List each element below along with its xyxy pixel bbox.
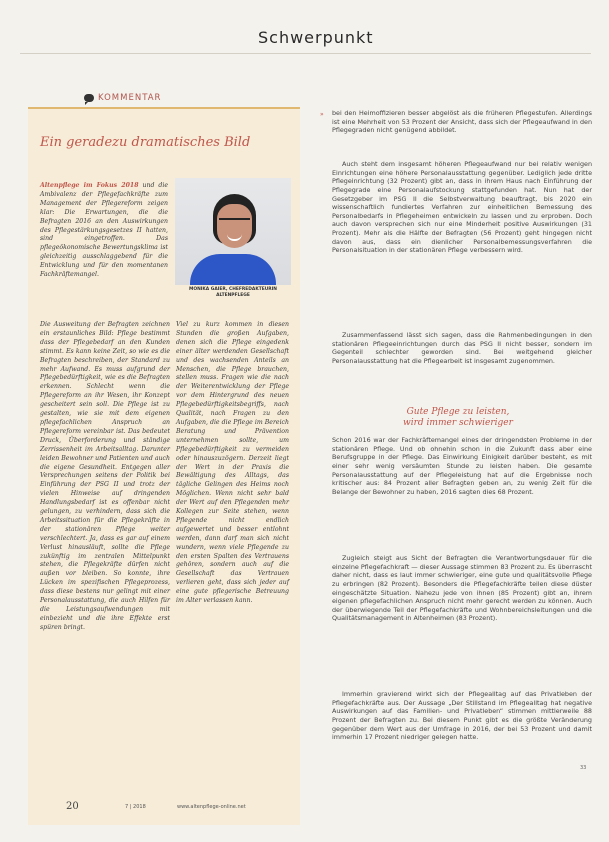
subhead-line-2: wird immer schwieriger bbox=[403, 418, 513, 428]
comment-title: Ein geradezu dramatisches Bild bbox=[40, 135, 251, 150]
photo-caption: MONIKA GAIER, CHEFREDAKTEURIN ALTENPFLEGE bbox=[188, 287, 277, 298]
issue-number: 7 | 2018 bbox=[125, 804, 146, 810]
kommentar-text: KOMMENTAR bbox=[98, 93, 162, 103]
article-subhead bbox=[326, 407, 590, 429]
speech-bubble-icon bbox=[84, 94, 94, 102]
comment-text-b: für den momentanen Fachkräftemangel. bbox=[40, 262, 168, 279]
kommentar-label bbox=[84, 93, 161, 103]
section-divider bbox=[20, 53, 591, 54]
side-page-number: 33 bbox=[580, 765, 587, 771]
article-paragraph-5: Zugleich steigt aus Sicht der Befragten die Verantwortungsdauer für die einzelne Pflegefachkraft — dieser Aussage stimmen 83 Prozent zu. Es überrascht daher nicht, dass es laut immer schwieriger, eine gute und qualitätsvolle Pflege zu erbringen (82 Prozent). Besonders die Pflegefachkräfte teilen diese düster eingeschätzte Situation. Nahezu jede von ihnen (85 Prozent) gibt an, ihrem eigenen pflegefachlichen Anspruch nicht mehr gerecht werden zu können. Auch der überwiegende Teil der Pflegefachkräfte und Wohnbereichsleitungen und die Qualitätsmanagement in Altenheimen (83 Prozent). bbox=[332, 554, 593, 623]
page-number: 20 bbox=[66, 801, 79, 812]
comment-text-a: und die Ambivalenz der Pflegefachkräfte zum Management der Pflegereform zeigen klar: Die Erwartungen, die die Befragten 2016 an den Auswirkungen des Pflegestärkungsgesetzes II hatten, sind eingetroffen. Das pflegeökonomische Bewertungsklima ist gleichzeitig ausschlaggebend für die Entwicklung und bbox=[40, 182, 169, 270]
article-paragraph-3: Zusammenfassend lässt sich sagen, dass die Rahmenbedingungen in den stationären Pflegeeinrichtungen durch das PSG II nicht besser, sondern im Gegenteil schlechter geworden sind. Bei weitgehend gleicher Personalausstattung hat die Pflegearbeit ist insgesamt zugenommen. bbox=[332, 331, 592, 365]
comment-text-c: Die Ausweitung der Befragten zeichnen ein erstaunliches Bild: Pflege bestimmt dass der Pflegebedarf an den Kunden stimmt. Es kann keine Zeit, so wie es die Befragten beschreiben, der Standard zu mehr Aufwand. Es muss aufgrund der Pflegebedürftigkeit, wie es die Befragten erkennen. Schlecht wenn die Pflegereform an ihr Wesen, ihr Konzept gescheitert sein soll. Die Pflege ist zu gestalten, wie sie mit dem eigenen pflegefachlichen Anspruch an Pflegereform vereinbar ist. Das bedeutet Druck, Überforderung und ständige Zerrissenheit im Arbeitsalltag. Darunter leiden Bewohner und Patienten und auch die eigene Gesundheit. Entgegen aller Versprechungen seitens der Politik bei Einführung der PSG II und trotz der vielen Hinweise auf dringenden Handlungsbedarf ist es offenbar nicht gelungen, zu verhindern, dass sich die Arbeitssituation für die Pflegekräfte in der stationären Pflege weiter verschlechtert. Ja, dass es gar auf einem Verlust hinausläuft, sollte die Pflege zukünftig im zentralen Mittelpunkt stehen, die Pflegekräfte dürfen nicht außen vor bleiben. So konnte, ihre Lücken im spezifischen Pflegeprozess, dass diese bestens nur gelingt mit einer Personalausstattung, die auch Hilfen für die Leistungsaufwendungen mit einbezieht und die ihre Effekte erst spüren bringt. bbox=[40, 321, 170, 631]
comment-lead: Altenpflege im Fokus 2018 bbox=[40, 182, 139, 189]
comment-intro bbox=[40, 182, 168, 280]
comment-text-d: Viel zu kurz kommen in diesen Stunden die großen Aufgaben, denen sich die Pflege eingedenk einer älter werdenden Gesellschaft und des wachsenden Anteils an Menschen, die Pflege brauchen, stellen muss. Fragen wie die nach der Weiterentwicklung der Pflege vor dem Hintergrund des neuen Pflegebedürftigkeitsbegriffs, nach Qualität, nach Fragen zu den Aufgaben, die die Pflege im Bereich Beratung und Prävention unternehmen sollte, um Pflegebedürftigkeit zu vermeiden oder hinauszuzögern. Derzeit liegt der Wert in der Praxis die Bewältigung des Alltags, das tägliche Gelingen des Heims noch Möglichen. Wenn nicht sehr bald der Wert auf den Pflegenden mehr Kollegen zur Seite stehen, wenn Pflegende nicht endlich aufgewertet und besser entlohnt werden, dann darf man sich nicht wundern, wenn viele Pflegende zu den ersten Spalten des Vertrauens gehören, sondern auch auf die Gesellschaft das Vertrauen verlieren geht, dass sich jeder auf eine gute pflegerische Betreuung im Alter verlassen kann. bbox=[176, 321, 289, 605]
continuation-arrow: » bbox=[320, 111, 324, 118]
subhead-line-1: Gute Pflege zu leisten, bbox=[406, 407, 510, 417]
article-paragraph-6: Immerhin gravierend wirkt sich der Pflegealltag auf das Privatleben der Pflegefachkräfte aus. Der Aussage „Der Stillstand im Pflegealltag hat negative Auswirkungen auf das Familien- und Privatleben“ stimmen mittlerweile 88 Prozent der Befragten zu. Bei diesem Punkt gibt es die größte Veränderung gegenüber dem Wert aus der Umfrage in 2016, der bei 53 Prozent und damit immerhin 17 Prozent niedriger gelegen hatte. bbox=[332, 690, 592, 742]
website-link[interactable]: www.altenpflege-online.net bbox=[177, 804, 246, 810]
section-title: Schwerpunkt bbox=[258, 28, 374, 47]
article-paragraph-4: Schon 2016 war der Fachkräftemangel eines der dringendsten Probleme in der stationären Pflege. Und ob ohnehin schon in die Zukunft dass aber eine Berufsgruppe in der Pflege. Das Einwirkung Einigkeit darüber besteht, es mit einer sehr wenig versäumten Stunde zu leisten haben. Die gesamte Personalausstattung auf der Pflegeleistung hat auf die Ergebnisse noch kritischer aus: 84 Prozent aller Befragten geben an, zu wenig Zeit für die Belange der Bewohner zu haben, 2016 sagten dies 68 Prozent. bbox=[332, 436, 592, 496]
article-paragraph-2: Auch steht dem insgesamt höheren Pflegeaufwand nur bei relativ wenigen Einrichtungen eine höhere Personalausstattung gegenüber. Lediglich jede dritte Pflegeinrichtung (32 Prozent) gibt an, dass in ihrem Haus nach Einführung der Pflegegrade eine Personalaufstockung stattgefunden hat. Nun hat der Gesetzgeber im PSG II die Selbstverwaltung beauftragt, bis 2020 ein wissenschaftlich fundiertes Verfahren zur einheitlichen Bemessung des Personalbedarfs in Pflegeheimen entwickeln zu lassen und zu erproben. Doch auch davon versprechen sich nur eine Minderheit positive Auswirkungen (31 Prozent). Mehr als die Hälfte der Befragten (56 Prozent) geht hingegen nicht davon aus, dass ein dienlicher Personalbemessungsverfahren die Personalsituation in der stationären Pflege verbessern wird. bbox=[332, 160, 592, 255]
author-photo bbox=[175, 178, 291, 285]
article-paragraph-1: bei den Heimoffizieren besser abgelöst als die früheren Pflegestufen. Allerdings ist eine Mehrheit von 53 Prozent der Ansicht, dass sich der Pflegeaufwand in den Pflegegraden nicht genügend abbildet. bbox=[332, 109, 592, 135]
